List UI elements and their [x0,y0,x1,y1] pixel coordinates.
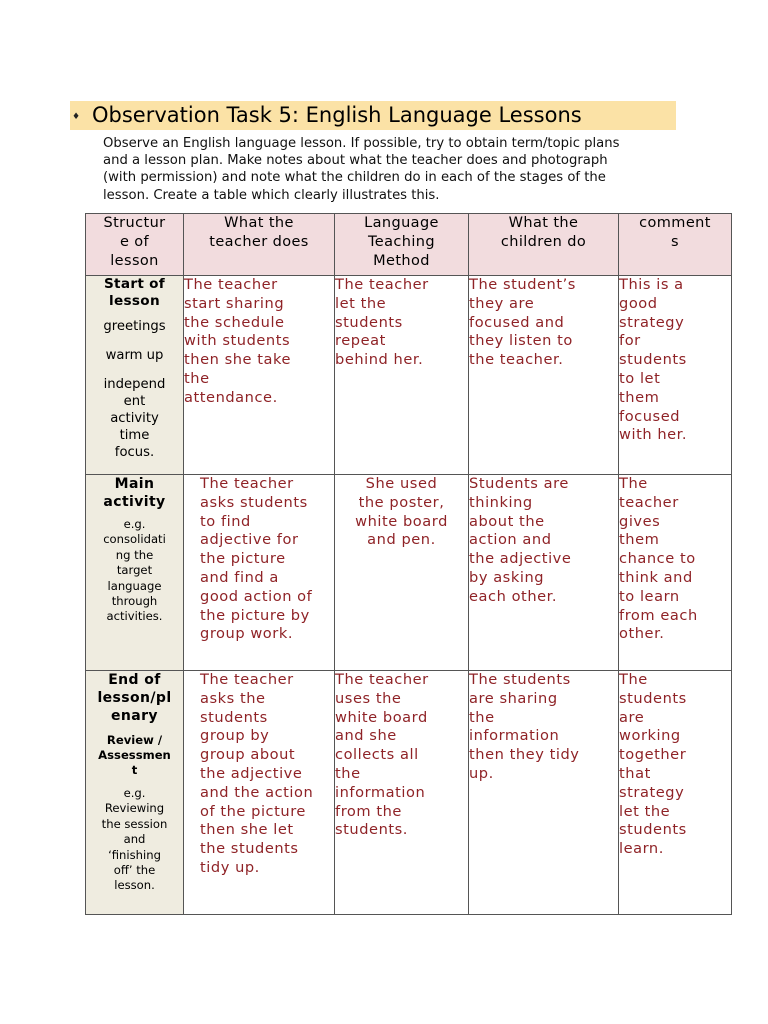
header-teacher: What the teacher does [184,214,335,276]
stage-subtitle: Review / Assessmen t [98,733,171,777]
stage-item: independ ent activity time focus. [103,377,166,460]
table-header-row [86,214,732,276]
teacher-cell: The teacher start sharing the schedule with students then she take the attendance. [184,276,335,475]
stage-note: e.g. consolidati ng the target language through activities. [103,517,166,624]
intro-paragraph [103,135,703,204]
table-row [86,671,732,915]
children-cell: The students are sharing the information then they tidy up. [469,671,619,915]
stage-title: End of lesson/pl enary [97,672,172,724]
page-title: Observation Task 5: English Language Lessons [92,103,582,127]
intro-line: (with permission) and note what the children do in each of the stages of the [103,170,606,186]
stage-title: Start of lesson [103,276,166,309]
method-cell: She used the poster, white board and pen. [335,475,469,671]
table-row [86,276,732,475]
stage-cell [86,475,184,671]
header-method: Language Teaching Method [335,214,469,276]
comments-cell: The students are working together that strategy let the students learn. [619,671,732,915]
method-cell: The teacher let the students repeat behind her. [335,276,469,475]
comments-cell: This is a good strategy for students to let them focused with her. [619,276,732,475]
stage-title: Main activity [103,476,166,510]
stage-cell [86,671,184,915]
table-row [86,475,732,671]
bullet-icon: ♦ [72,112,81,122]
children-cell: Students are thinking about the action and the adjective by asking each other. [469,475,619,671]
stage-item: warm up [105,348,164,363]
stage-note: e.g. Reviewing the session and ‘finishing off’ the lesson. [101,786,168,893]
stage-item: greetings [103,319,166,334]
header-children: What the children do [469,214,619,276]
intro-line: lesson. Create a table which clearly illustrates this. [103,187,440,203]
method-cell: The teacher uses the white board and she collects all the information from the students. [335,671,469,915]
comments-cell: The teacher gives them chance to think and to learn from each other. [619,475,732,671]
stage-cell [86,276,184,475]
children-cell: The student’s they are focused and they listen to the teacher. [469,276,619,475]
teacher-cell: The teacher asks students to find adjective for the picture and find a good action of the picture by group work. [184,475,335,671]
observation-table [85,213,732,915]
intro-line: and a lesson plan. Make notes about what the teacher does and photograph [103,153,608,169]
header-comments: comment s [619,214,732,276]
header-structure: Structur e of lesson [86,214,184,276]
intro-line: Observe an English language lesson. If possible, try to obtain term/topic plans [103,136,620,151]
teacher-cell: The teacher asks the students group by group about the adjective and the action of the picture then she let the students tidy up. [184,671,335,915]
